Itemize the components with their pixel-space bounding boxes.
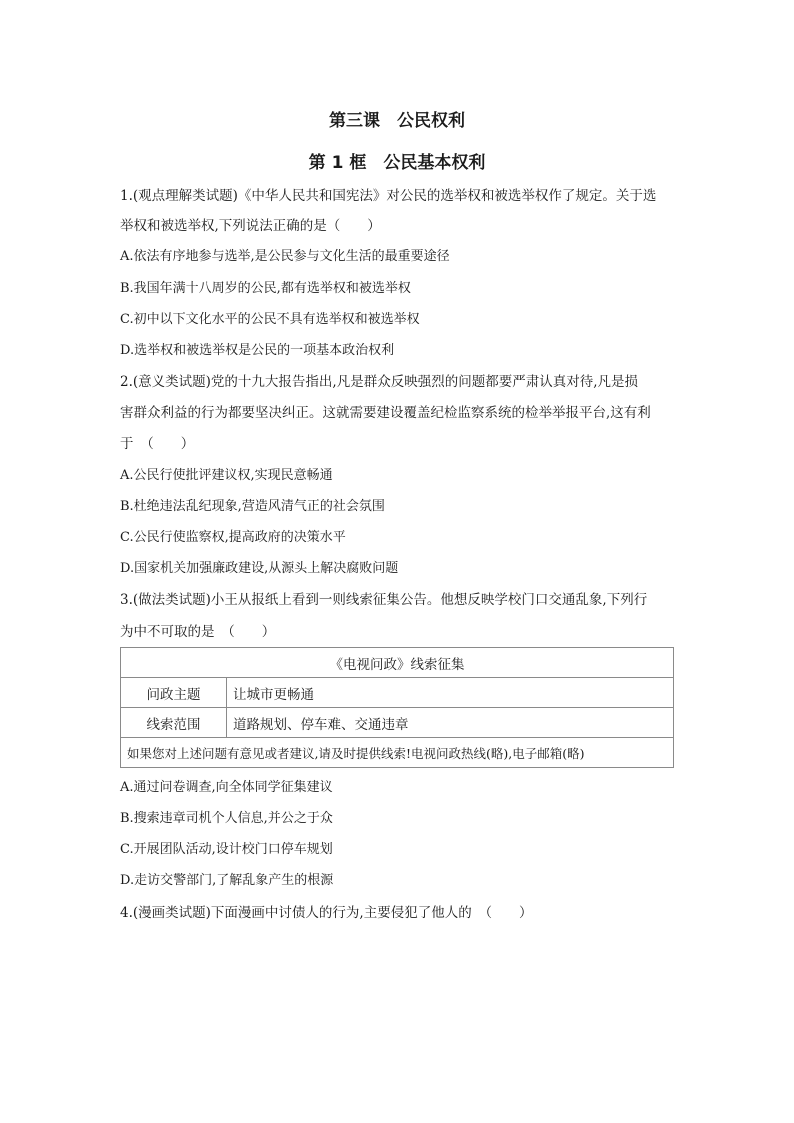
notice-topic-value: 让城市更畅通: [227, 678, 674, 708]
question-2-option-b: B.杜绝违法乱纪现象,营造风清气正的社会氛围: [120, 499, 385, 514]
question-1-option-b: B.我国年满十八周岁的公民,都有选举权和被选举权: [120, 281, 411, 296]
notice-footer: 如果您对上述问题有意见或者建议,请及时提供线索!电视问政热线(略),电子邮箱(略): [121, 738, 674, 768]
notice-row-topic: [121, 678, 674, 708]
question-3-option-a: A.通过问卷调查,向全体同学征集建议: [120, 780, 333, 795]
question-3-stem-line-1: 3.(做法类试题)小王从报纸上看到一则线索征集公告。他想反映学校门口交通乱象,下列行: [120, 592, 648, 608]
question-1-stem-line-2: 举权和被选举权,下列说法正确的是（ ）: [120, 218, 381, 234]
notice-header: 《电视问政》线索征集: [121, 648, 674, 678]
notice-scope-value: 道路规划、停车难、交通违章: [227, 708, 674, 738]
question-1-option-c: C.初中以下文化水平的公民不具有选举权和被选举权: [120, 312, 420, 327]
notice-row-scope: [121, 708, 674, 738]
lesson-title: 第三课 公民权利: [329, 111, 465, 131]
question-1-option-d: D.选举权和被选举权是公民的一项基本政治权利: [120, 343, 395, 358]
question-2-option-d: D.国家机关加强廉政建设,从源头上解决腐败问题: [120, 561, 399, 576]
question-3-option-b: B.搜索违章司机个人信息,并公之于众: [120, 811, 333, 826]
question-1-stem-line-1: 1.(观点理解类试题)《中华人民共和国宪法》对公民的选举权和被选举权作了规定。关于选: [120, 188, 657, 204]
question-3-stem-line-2: 为中不可取的是 （ ）: [120, 624, 276, 640]
question-2-option-c: C.公民行使监察权,提高政府的决策水平: [120, 530, 346, 545]
question-3-option-c: C.开展团队活动,设计校门口停车规划: [120, 842, 333, 857]
notice-footer-row: [121, 738, 674, 768]
notice-table: [120, 647, 674, 768]
question-2-stem-line-3: 于 （ ）: [120, 436, 195, 452]
notice-header-row: [121, 648, 674, 678]
question-2-stem-line-2: 害群众利益的行为都要坚决纠正。这就需要建设覆盖纪检监察系统的检举举报平台,这有利: [120, 405, 651, 421]
question-2-stem-line-1: 2.(意义类试题)党的十九大报告指出,凡是群众反映强烈的问题都要严肃认真对待,凡是损: [120, 374, 638, 390]
notice-scope-label: 线索范围: [121, 708, 227, 738]
section-title: 第 1 框 公民基本权利: [308, 153, 486, 173]
question-2-option-a: A.公民行使批评建议权,实现民意畅通: [120, 468, 333, 483]
question-4-stem-line-1: 4.(漫画类试题)下面漫画中讨债人的行为,主要侵犯了他人的 （ ）: [120, 905, 533, 921]
question-3-option-d: D.走访交警部门,了解乱象产生的根源: [120, 873, 334, 888]
notice-topic-label: 问政主题: [121, 678, 227, 708]
question-1-option-a: A.依法有序地参与选举,是公民参与文化生活的最重要途径: [120, 249, 450, 264]
